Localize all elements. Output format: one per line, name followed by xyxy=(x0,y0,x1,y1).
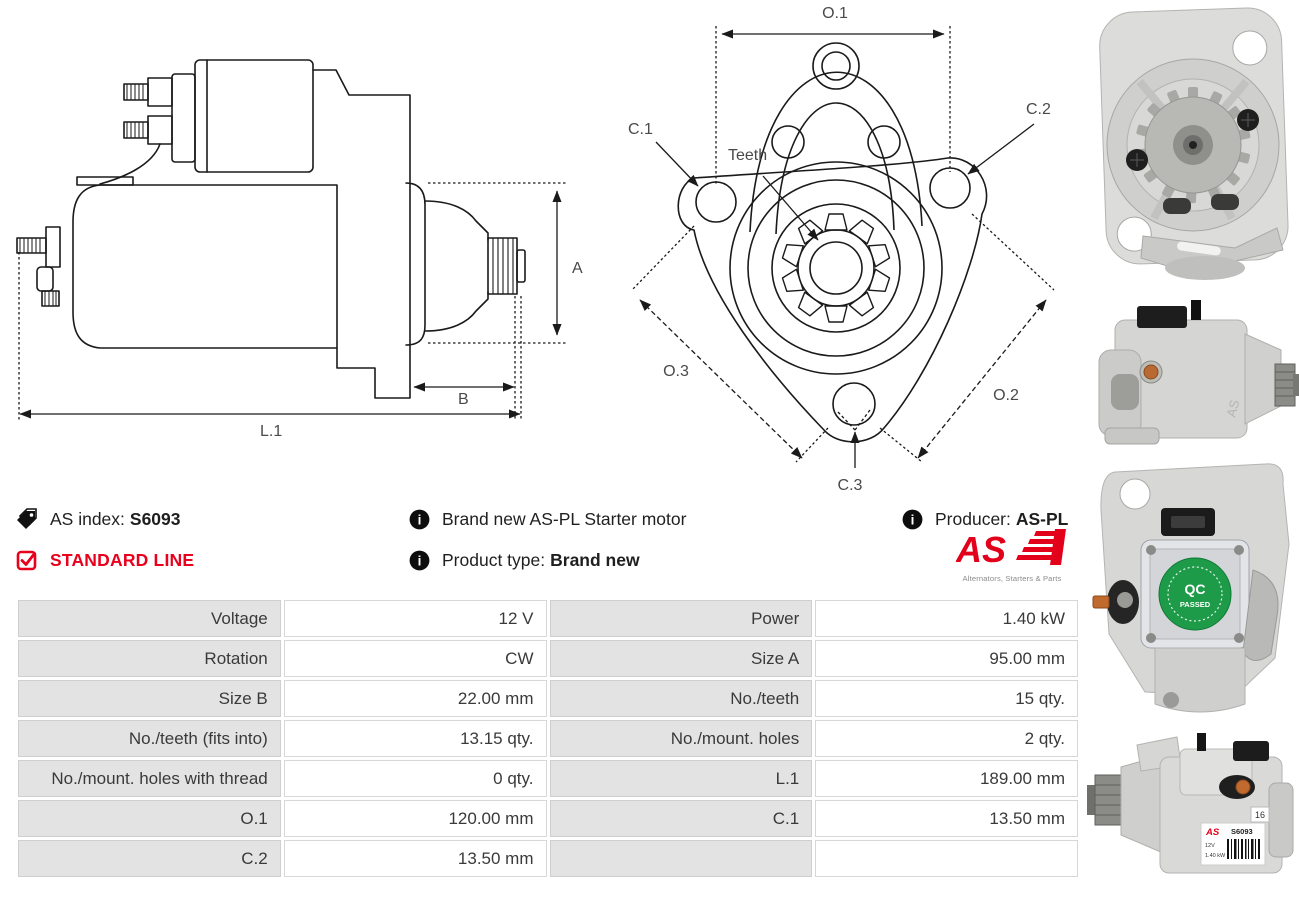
spec-value: 95.00 mm xyxy=(815,640,1078,677)
spec-row xyxy=(18,680,1078,717)
spec-row xyxy=(18,760,1078,797)
qc-text: QC xyxy=(1184,581,1206,597)
sticker-code: S6093 xyxy=(1231,827,1253,836)
svg-text:i: i xyxy=(910,512,915,528)
as-pl-logo xyxy=(954,529,1070,583)
checkbox-checked-icon xyxy=(15,548,39,572)
spec-value xyxy=(815,840,1078,877)
logo-as-text: AS xyxy=(956,529,1007,569)
spec-value: 13.50 mm xyxy=(284,840,547,877)
spec-value: 0 qty. xyxy=(284,760,547,797)
sticker-power: 1.40 kW xyxy=(1205,853,1226,859)
info-column-description xyxy=(408,506,686,588)
producer-text: Producer: AS-PL xyxy=(935,508,1069,529)
spec-value: 189.00 mm xyxy=(815,760,1078,797)
spec-value: 12 V xyxy=(284,600,547,637)
info-column-index xyxy=(15,506,194,588)
spec-label: Power xyxy=(550,600,813,637)
dim-label-a: A xyxy=(572,260,583,277)
dim-label-b: B xyxy=(458,391,469,408)
dim-label-c2: C.2 xyxy=(1026,101,1051,118)
dim-label-o3: O.3 xyxy=(663,363,689,380)
spec-table xyxy=(15,597,1081,880)
spec-label: No./mount. holes with thread xyxy=(18,760,281,797)
front-view-technical-drawing xyxy=(598,0,1093,500)
product-type-value: Brand new xyxy=(550,549,640,570)
producer-value: AS-PL xyxy=(1015,508,1069,529)
spec-row xyxy=(18,840,1078,877)
spec-value: 120.00 mm xyxy=(284,800,547,837)
info-icon xyxy=(408,508,431,531)
standard-line-label: STANDARD LINE xyxy=(50,549,195,570)
product-type-text: Product type: Brand new xyxy=(442,549,640,570)
spec-label: No./teeth (fits into) xyxy=(18,720,281,757)
sticker-voltage: 12V xyxy=(1205,843,1215,849)
side-view-dimension-lines xyxy=(19,183,566,420)
sticker-box-number: 16 xyxy=(1254,810,1266,820)
logo-tagline: Alternators, Starters & Parts xyxy=(962,574,1062,583)
dim-label-c3: C.3 xyxy=(837,477,863,494)
as-index-row xyxy=(15,506,194,532)
qc-passed-sticker xyxy=(1159,558,1231,630)
spec-row xyxy=(18,600,1078,637)
dim-label-l1: L.1 xyxy=(260,423,283,440)
spec-row xyxy=(18,800,1078,837)
dim-label-o2: O.2 xyxy=(993,387,1019,404)
brand-new-row xyxy=(408,506,686,532)
spec-label xyxy=(550,840,813,877)
svg-text:i: i xyxy=(417,512,422,528)
spec-value: 13.50 mm xyxy=(815,800,1078,837)
spec-label: Size A xyxy=(550,640,813,677)
as-pl-logo-graphic xyxy=(956,529,1068,569)
spec-row xyxy=(18,640,1078,677)
svg-text:i: i xyxy=(417,553,422,569)
spec-label: No./teeth xyxy=(550,680,813,717)
front-view-dimension-lines xyxy=(632,26,1054,468)
spec-label: Voltage xyxy=(18,600,281,637)
tag-icon xyxy=(15,507,39,531)
dim-label-teeth: Teeth xyxy=(728,147,768,164)
as-index-text: AS index: S6093 xyxy=(50,508,181,529)
spec-label: C.1 xyxy=(550,800,813,837)
product-photo-front[interactable] xyxy=(1085,0,1299,280)
spec-value: 2 qty. xyxy=(815,720,1078,757)
product-photo-side-left[interactable] xyxy=(1085,725,1299,898)
info-icon xyxy=(408,549,431,572)
side-view-technical-drawing xyxy=(0,0,590,460)
spec-value: 13.15 qty. xyxy=(284,720,547,757)
product-photo-rear-solenoid[interactable] xyxy=(1085,452,1299,722)
qc-passed-text: PASSED xyxy=(1179,600,1211,609)
starter-side-outline xyxy=(17,60,525,398)
spec-value: CW xyxy=(284,640,547,677)
spec-label: L.1 xyxy=(550,760,813,797)
side-photo-connector xyxy=(1137,306,1187,328)
side-photo-cast-mark: AS xyxy=(1223,398,1243,419)
side-left-photo-connector xyxy=(1233,741,1269,761)
product-type-row xyxy=(408,547,686,573)
spec-row xyxy=(18,720,1078,757)
spec-value: 22.00 mm xyxy=(284,680,547,717)
spec-label: No./mount. holes xyxy=(550,720,813,757)
spec-label: Size B xyxy=(18,680,281,717)
dim-label-o1: O.1 xyxy=(822,5,848,22)
starter-front-outline xyxy=(678,43,986,442)
spec-label: C.2 xyxy=(18,840,281,877)
spec-label: O.1 xyxy=(18,800,281,837)
product-photo-side-right[interactable] xyxy=(1085,282,1299,450)
as-index-value: S6093 xyxy=(129,508,181,529)
info-icon xyxy=(901,508,924,531)
dim-label-c1: C.1 xyxy=(628,121,653,138)
spec-value: 15 qty. xyxy=(815,680,1078,717)
sticker-brand-mark: AS xyxy=(1206,827,1220,838)
spec-label: Rotation xyxy=(18,640,281,677)
standard-line-row xyxy=(15,547,194,573)
brand-new-text: Brand new AS-PL Starter motor xyxy=(442,508,687,529)
spec-value: 1.40 kW xyxy=(815,600,1078,637)
